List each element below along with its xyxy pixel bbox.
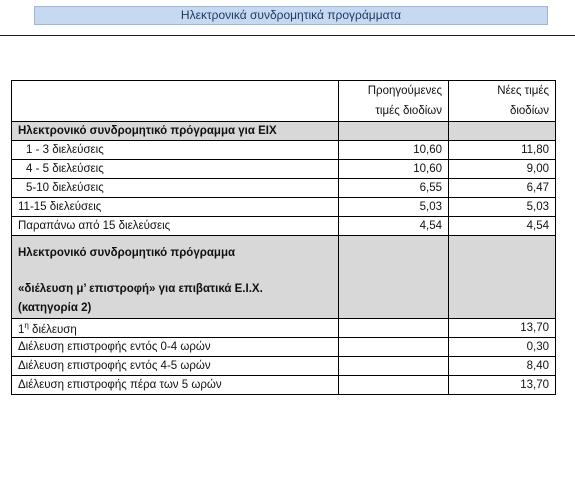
table-row [12, 141, 556, 160]
table-row [12, 198, 556, 217]
row-previous-price: 6,55 [339, 179, 449, 198]
title-bar [0, 0, 575, 32]
row-new-price: 5,03 [449, 198, 556, 217]
row-label: Διέλευση επιστροφής εντός 0-4 ωρών [12, 338, 339, 357]
row-label: Διέλευση επιστροφής εντός 4-5 ωρών [12, 357, 339, 376]
header-previous-line1: Προηγούμενες [367, 85, 442, 97]
header-previous-line2: τιμές διοδίων [375, 105, 442, 117]
section2-title [12, 236, 339, 319]
section1-empty-previous [339, 122, 449, 141]
section1-empty-new [449, 122, 556, 141]
section2-title-line1: Ηλεκτρονικό συνδρομητικό πρόγραμμα [18, 247, 236, 259]
toll-price-table [11, 80, 556, 395]
table-row [12, 217, 556, 236]
section2-title-line2: «διέλευση μ’ επιστροφή» για επιβατικά Ε.Ι.Χ. [18, 283, 263, 295]
row-new-price: 13,70 [449, 319, 556, 338]
row-previous-price [339, 376, 449, 395]
row-label-number: 1 [18, 323, 25, 336]
row-new-price: 8,40 [449, 357, 556, 376]
row-previous-price [339, 319, 449, 338]
header-previous-prices [339, 81, 449, 122]
row-label [12, 319, 339, 338]
section2-empty-previous [339, 236, 449, 319]
header-new-line1: Νέες τιμές [497, 85, 549, 97]
table-row [12, 179, 556, 198]
row-new-price: 9,00 [449, 160, 556, 179]
row-label-superscript: η [24, 320, 29, 330]
header-empty-cell [12, 81, 339, 122]
section2-empty-new [449, 236, 556, 319]
table-row [12, 338, 556, 357]
table-row [12, 160, 556, 179]
header-new-line2: διοδίων [509, 105, 549, 117]
row-new-price: 4,54 [449, 217, 556, 236]
row-new-price: 6,47 [449, 179, 556, 198]
row-label-text: διέλευση [28, 323, 77, 336]
header-new-prices [449, 81, 556, 122]
title-divider [0, 35, 575, 36]
row-previous-price [339, 357, 449, 376]
page-title: Ηλεκτρονικά συνδρομητικά προγράμματα [34, 6, 548, 25]
section1-title: Ηλεκτρονικό συνδρομητικό πρόγραμμα για ΕΙΧ [12, 122, 339, 141]
table-row [12, 319, 556, 338]
table-row [12, 357, 556, 376]
header-row [12, 81, 556, 122]
row-previous-price: 5,03 [339, 198, 449, 217]
row-label: Παραπάνω από 15 διελεύσεις [12, 217, 339, 236]
section1-header-row [12, 122, 556, 141]
row-label: 4 - 5 διελεύσεις [12, 160, 339, 179]
row-label: 11-15 διελεύσεις [12, 198, 339, 217]
row-previous-price [339, 338, 449, 357]
row-new-price: 13,70 [449, 376, 556, 395]
row-previous-price: 10,60 [339, 141, 449, 160]
row-new-price: 0,30 [449, 338, 556, 357]
row-label: Διέλευση επιστροφής πέρα των 5 ωρών [12, 376, 339, 395]
row-new-price: 11,80 [449, 141, 556, 160]
row-previous-price: 10,60 [339, 160, 449, 179]
table-row [12, 376, 556, 395]
row-previous-price: 4,54 [339, 217, 449, 236]
section2-header-row [12, 236, 556, 319]
row-label: 1 - 3 διελεύσεις [12, 141, 339, 160]
section2-title-line3: (κατηγορία 2) [18, 302, 92, 314]
row-label: 5-10 διελεύσεις [12, 179, 339, 198]
